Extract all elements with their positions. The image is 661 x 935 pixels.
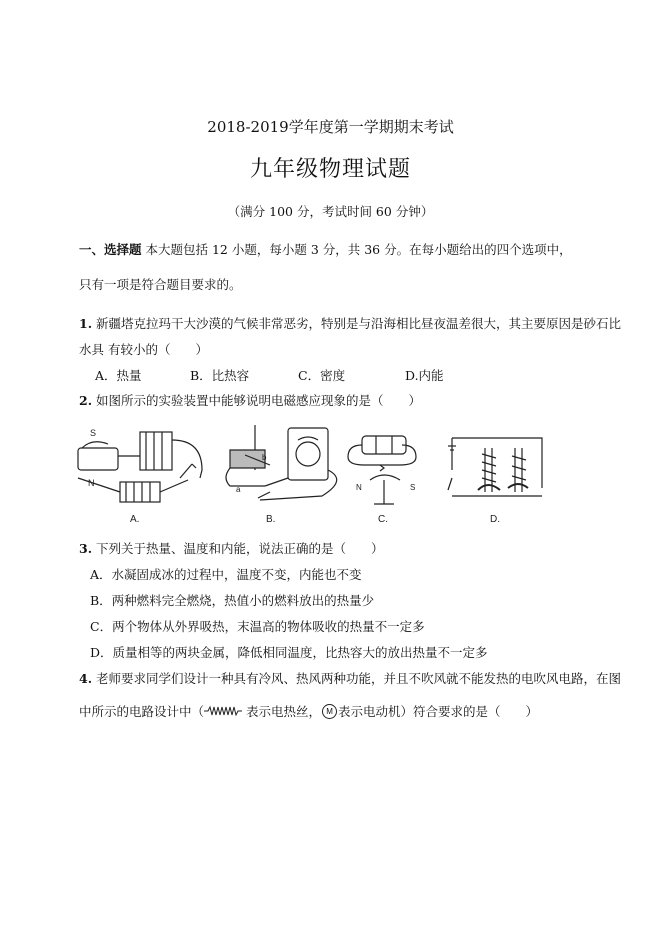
figure-b-a-mark: a [236,485,241,494]
question-2-number: 2. [79,393,93,408]
question-1-number: 1. [79,316,93,331]
section-intro-line2: 只有一项是符合题目要求的。 [79,277,242,292]
figure-label-d: D. [490,514,500,525]
question-2-line [79,391,421,409]
figure-b-apparatus [226,425,337,500]
heating-wire-icon [204,705,246,717]
question-1-option-b: B．比热容 [190,368,250,383]
figure-a-s-mark: S [90,428,97,438]
question-3-option-c: C．两个物体从外界吸热，末温高的物体吸收的热量不一定多 [90,619,425,634]
figure-a-n-mark: N [88,478,95,488]
figure-a-apparatus [78,432,202,502]
figure-d-apparatus [448,438,542,496]
question-1-option-a: A．热量 [95,368,142,383]
question-4-text-c: 表示电动机）符合要求的是（ ） [338,704,539,719]
question-2-text: 如图所示的实验装置中能够说明电磁感应现象的是（ ） [96,393,422,408]
figure-c-n-mark: N [356,483,362,492]
question-1-line2: 水具 有较小的（ ） [79,342,208,357]
question-4-text-a: 中所示的电路设计中（ [79,704,205,719]
motor-icon: M [322,704,337,719]
figure-b-b-mark: b [262,453,267,462]
exam-year-title: 2018-2019学年度第一学期期末考试 [207,118,454,136]
question-4-text: 老师要求同学们设计一种具有冷风、热风两种功能，并且不吹风就不能发热的电吹风电路，在图 [96,671,622,686]
question-3-option-b: B．两种燃料完全燃烧，热值小的燃料放出的热量少 [90,593,375,608]
question-3-text: 下列关于热量、温度和内能，说法正确的是（ ） [96,541,384,556]
figure-c-s-mark: S [410,483,416,492]
section-intro-line1 [79,240,572,258]
question-4-number: 4. [79,671,93,686]
figure-label-c: C. [378,514,388,525]
figure-c-apparatus [348,436,416,504]
question-1-line1 [79,314,621,332]
question-3-number: 3. [79,541,93,556]
question-3-option-a: A．水凝固成冰的过程中，温度不变，内能也不变 [90,567,362,582]
exam-main-title: 九年级物理试题 [249,157,411,182]
question-4-line2 [79,702,538,720]
section-intro-text: 本大题包括 12 小题，每小题 3 分，共 36 分。在每小题给出的四个选项中， [145,242,572,257]
question-3-option-d: D．质量相等的两块金属，降低相同温度，比热容大的放出热量不一定多 [90,645,488,660]
question-1-text: 新疆塔克拉玛干大沙漠的气候非常恶劣，特别是与沿海相比昼夜温差很大，其主要原因是砂石比 [96,316,622,331]
section-label: 一、选择题 [79,242,142,257]
figure-label-b: B. [266,514,276,525]
exam-subtitle: （满分 100 分，考试时间 60 分钟） [227,204,434,219]
question-4-line1 [79,669,621,687]
question-3-line [79,539,384,557]
question-2-figures [70,420,550,530]
question-1-option-c: C．密度 [298,368,346,383]
question-4-text-b: 表示电热丝， [246,704,322,719]
question-1-option-d: D.内能 [405,368,444,383]
figure-label-a: A. [130,514,140,525]
